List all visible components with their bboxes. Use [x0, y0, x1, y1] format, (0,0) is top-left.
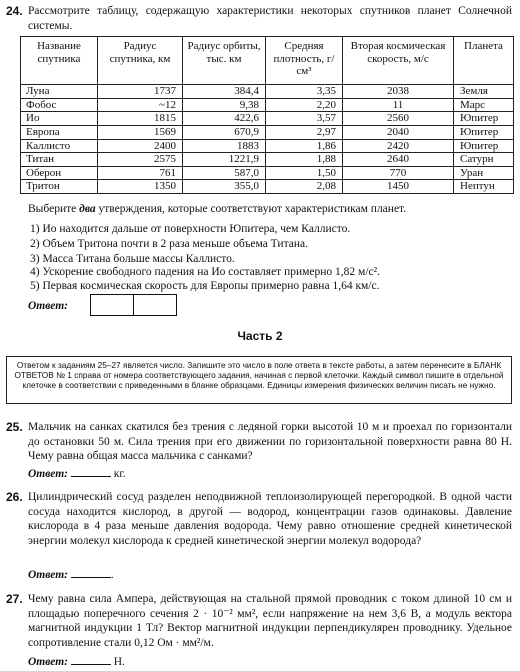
- table-cell: Сатурн: [454, 153, 514, 167]
- table-cell: Юпитер: [454, 139, 514, 153]
- table-cell: 1737: [98, 85, 183, 99]
- table-cell: 11: [343, 98, 454, 112]
- part-2-title: Часть 2: [237, 329, 283, 343]
- table-cell: 770: [343, 166, 454, 180]
- option-2: 2) Объем Тритона почти в 2 раза меньше объема Титана.: [30, 238, 308, 250]
- table-cell: Фобос: [21, 98, 98, 112]
- table-cell: Земля: [454, 85, 514, 99]
- table-cell: 2,08: [266, 180, 343, 194]
- table-cell: 2,97: [266, 125, 343, 139]
- column-header: Радиус спутника, км: [98, 37, 183, 85]
- table-row: [21, 125, 514, 139]
- table-cell: 384,4: [183, 85, 266, 99]
- table-cell: 2,20: [266, 98, 343, 112]
- table-cell: 761: [98, 166, 183, 180]
- table-cell: Юпитер: [454, 112, 514, 126]
- table-cell: Оберон: [21, 166, 98, 180]
- table-cell: 1569: [98, 125, 183, 139]
- task-25: [6, 420, 512, 464]
- task-number: 25.: [6, 420, 23, 434]
- answer-cell-2[interactable]: [133, 294, 177, 316]
- table-cell: 1815: [98, 112, 183, 126]
- table-cell: 3,35: [266, 85, 343, 99]
- table-row: [21, 98, 514, 112]
- column-header: Название спутника: [21, 37, 98, 85]
- table-row: [21, 85, 514, 99]
- answer-unit: .: [110, 569, 114, 581]
- table-cell: Нептун: [454, 180, 514, 194]
- option-5: 5) Первая космическая скорость для Европы примерно равна 1,64 км/с.: [30, 280, 380, 292]
- answer-blank[interactable]: [71, 466, 111, 477]
- table-cell: Луна: [21, 85, 98, 99]
- table-row: [21, 139, 514, 153]
- table-cell: Марс: [454, 98, 514, 112]
- task-text: Чему равна сила Ампера, действующая на стальной прямой проводник с током длиной 10 см и площадью поперечного сечения 2 · 10⁻² мм², если напряжение на нем 3,6 В, а модуль вектора магнитной индукции 1 Тл? Вектор магнитной индукции перпендикулярен проводнику. Удельное сопротивление стали 0,12 Ом · мм²/м.: [28, 593, 512, 650]
- task-27-answer: Ответ: Н.: [28, 656, 125, 668]
- table-cell: 2400: [98, 139, 183, 153]
- part-2-instructions: Ответом к заданиям 25–27 является число. Запишите это число в поле ответа в тексте работы, а затем перенесите в БЛАНК ОТВЕТОВ № 1 справа от номера соответствующего задания, начиная с первой клеточки. Каждый символ пишите в отдельной клеточке в соответствии с приведенными в бланке образцами. Единицы измерения физических величин писать не нужно.: [6, 356, 512, 404]
- table-cell: 2640: [343, 153, 454, 167]
- table-cell: Каллисто: [21, 139, 98, 153]
- task-text: Цилиндрический сосуд разделен неподвижной теплоизолирующей перегородкой. В одной части сосуда находится кислород, в другой — водород, концентрации газов одинаковы. Давление кислорода в 4 раза меньше давления водорода. Чему равно отношение средней кинетической энергии молекул кислорода к средней кинетической энергии молекул водорода?: [28, 491, 512, 548]
- table-cell: 2040: [343, 125, 454, 139]
- table-cell: 2575: [98, 153, 183, 167]
- task-26-answer: Ответ: .: [28, 569, 114, 581]
- answer-unit: кг.: [113, 468, 126, 480]
- table-cell: 2038: [343, 85, 454, 99]
- table-header-row: [21, 37, 514, 85]
- table-row: [21, 153, 514, 167]
- table-cell: 422,6: [183, 112, 266, 126]
- table-cell: 1883: [183, 139, 266, 153]
- table-cell: 9,38: [183, 98, 266, 112]
- option-4: 4) Ускорение свободного падения на Ио составляет примерно 1,82 м/с².: [30, 266, 380, 278]
- table-cell: 1221,9: [183, 153, 266, 167]
- table-cell: 1,88: [266, 153, 343, 167]
- task-25-answer: Ответ: кг.: [28, 468, 126, 480]
- option-1: 1) Ио находится дальше от поверхности Юпитера, чем Каллисто.: [30, 223, 351, 235]
- answer-cell-1[interactable]: [90, 294, 134, 316]
- table-cell: ~12: [98, 98, 183, 112]
- answer-blank[interactable]: [71, 567, 111, 578]
- answer-label: Ответ:: [28, 300, 68, 312]
- task-number: 27.: [6, 592, 23, 606]
- task-26: [6, 490, 512, 549]
- table-row: [21, 166, 514, 180]
- task-27: [6, 592, 512, 651]
- column-header: Вторая космическая скорость, м/с: [343, 37, 454, 85]
- table-cell: 3,57: [266, 112, 343, 126]
- answer-unit: Н.: [113, 656, 125, 668]
- task-text: Мальчик на санках скатился без трения с ледяной горки высотой 10 м и проехал по горизонтали до остановки 50 м. Сила трения при его движении по горизонтальной поверхности равна 80 Н. Чему равна общая масса мальчика с санками?: [28, 421, 512, 463]
- table-row: [21, 112, 514, 126]
- emphasis-word: два: [79, 203, 96, 215]
- task-number: 26.: [6, 490, 23, 504]
- task-number: 24.: [6, 4, 23, 18]
- table-cell: 355,0: [183, 180, 266, 194]
- table-cell: 670,9: [183, 125, 266, 139]
- table-cell: 1,86: [266, 139, 343, 153]
- column-header: Планета: [454, 37, 514, 85]
- column-header: Радиус орбиты, тыс. км: [183, 37, 266, 85]
- table-cell: Ио: [21, 112, 98, 126]
- table-cell: 1350: [98, 180, 183, 194]
- table-cell: 2420: [343, 139, 454, 153]
- option-3: 3) Масса Титана больше массы Каллисто.: [30, 253, 235, 265]
- table-cell: Юпитер: [454, 125, 514, 139]
- answer-blank[interactable]: [71, 654, 111, 665]
- table-row: [21, 180, 514, 194]
- table-cell: 1450: [343, 180, 454, 194]
- column-header: Средняя плотность, г/см³: [266, 37, 343, 85]
- table-cell: 1,50: [266, 166, 343, 180]
- task-24-intro: [6, 4, 512, 33]
- table-cell: 587,0: [183, 166, 266, 180]
- satellites-table: [20, 36, 514, 194]
- table-cell: Тритон: [21, 180, 98, 194]
- table-cell: Европа: [21, 125, 98, 139]
- table-cell: Титан: [21, 153, 98, 167]
- table-cell: 2560: [343, 112, 454, 126]
- task-text: Рассмотрите таблицу, содержащую характеристики некоторых спутников планет Солнечной системы.: [28, 5, 512, 32]
- table-cell: Уран: [454, 166, 514, 180]
- choose-instruction: Выберите два утверждения, которые соответствуют характеристикам планет.: [28, 203, 407, 215]
